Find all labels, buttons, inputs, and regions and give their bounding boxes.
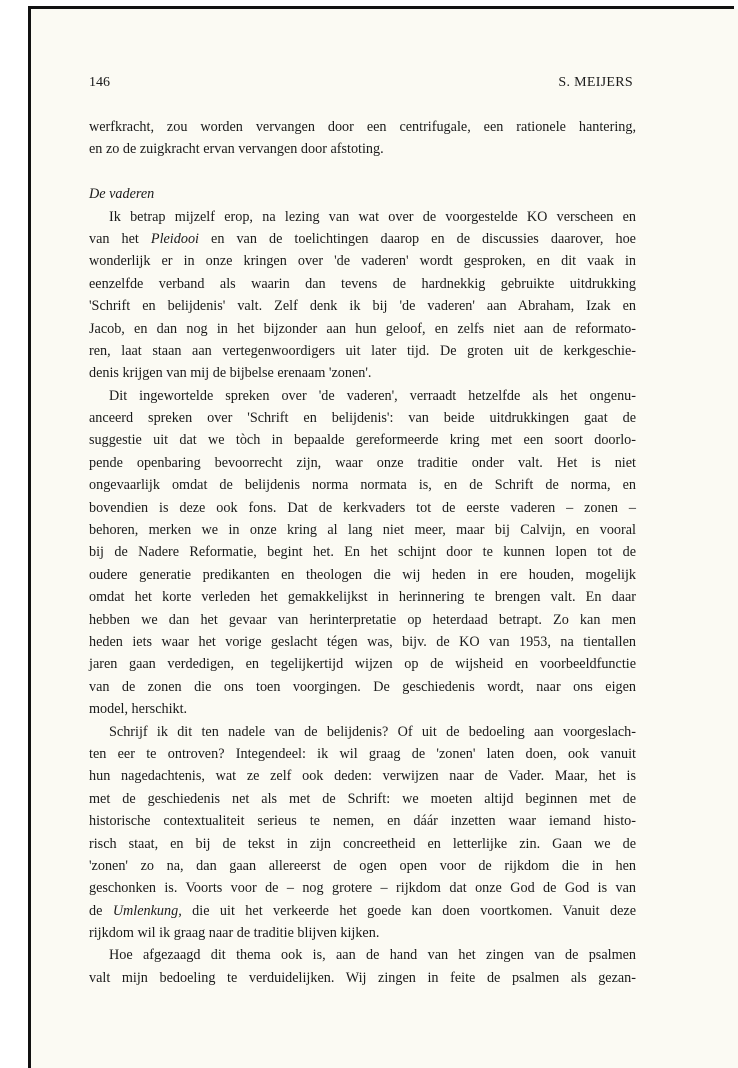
section-heading: De vaderen [89,186,155,203]
text-line: ongevaarlijk omdat de belijdenis norma normata is, en de Schrift de norma, en [89,477,636,494]
text-line: omdat het korte verleden het gemakkelijkst in herinnering te brengen valt. En daar [89,589,636,606]
text-line: jaren gaan verdedigen, en tegelijkertijd wijzen op de wijsheid en voorbeeldfunctie [89,656,636,673]
text-line: eenzelfde verband als waarin dan tevens de hardnekkig gebruikte uitdrukking [89,275,636,292]
paragraph-gap [89,161,636,183]
text-run: van het [89,230,151,247]
text-line: heden iets waar het vorige geslacht tégen was, bijv. de KO van 1953, na tientallen [89,633,636,650]
running-head-author: S. MEIJERS [558,75,633,90]
text-line: Schrijf ik dit ten nadele van de belijdenis? Of uit de bedoeling aan voorgeslach- [109,723,636,740]
text-line: bovendien is deze ook fons. Dat de kerkvaders tot de eerste vaderen – zonen – [89,499,636,516]
text-run: de [89,902,113,919]
text-line: 'Schrift en belijdenis' valt. Zelf denk ik bij 'de vaderen' aan Abraham, Izak en [89,298,636,315]
text-line: denis krijgen van mij de bijbelse erenaam 'zonen'. [89,365,372,382]
text-line: suggestie uit dat we tòch in bepaalde gereformeerde kring met een soort doorlo- [89,432,636,449]
text-line [89,228,636,250]
text-line: behoren, merken we in onze kring al lang niet meer, maar bij Calvijn, en vooral [89,522,636,539]
text-line: ren, laat staan aan vertegenwoordigers uit later tijd. De groten uit de kerkgeschie- [89,342,636,359]
text-line: anceerd spreken over 'Schrift en belijdenis': van beide uitdrukkingen gaat de [89,410,636,427]
italic-term: Pleidooi [150,230,199,247]
paragraph [89,116,636,161]
text-line: rijkdom wil ik graag naar de traditie blijven kijken. [89,925,380,942]
paragraph [89,206,636,385]
text-line: hebben we dan het gevaar van herinterpretatie op heterdaad betrapt. Zo kan men [89,611,636,628]
text-line: risch staat, en bij de tekst in zijn concreetheid en letterlijke zin. Gaan we de [89,835,636,852]
text-line: geschonken is. Voorts voor de – nog grotere – rijkdom dat onze God de God is van [89,880,636,897]
page-header [89,75,633,95]
text-line: valt mijn bedoeling te verduidelijken. Wij zingen in feite de psalmen als gezan- [89,969,636,986]
text-run: die uit het verkeerde het goede kan doen voortkomen. Vanuit deze [181,902,636,919]
text-line: ten eer te ontroven? Integendeel: ik wil graag de 'zonen' laten doen, ook vanuit [89,745,636,762]
text-line: historische contextualiteit serieus te nemen, en dáár inzetten waar iemand histo- [89,813,636,830]
text-line: Dit ingewortelde spreken over 'de vaderen', verraadt hetzelfde als het ongenu- [109,387,636,404]
text-line: hun nagedachtenis, wat ze zelf ook deden: verwijzen naar de Vader. Maar, het is [89,768,636,785]
text-line: 'zonen' zo na, dan gaan allereerst de ogen open voor de rijkdom die in hen [89,857,636,874]
paragraph [89,721,636,945]
text-line: van de zonen die ons toen voorgingen. De geschiedenis wordt, naar ons eigen [89,678,636,695]
text-line: en zo de zuigkracht ervan vervangen door afstoting. [89,141,384,158]
text-line: Hoe afgezaagd dit thema ook is, aan de hand van het zingen van de psalmen [109,947,636,964]
text-line: bij de Nadere Reformatie, begint het. En het schijnt door te kunnen lopen tot de [89,544,636,561]
text-line: met de geschiedenis net als met de Schrift: we moeten altijd beginnen met de [89,790,636,807]
text-line: wonderlijk er in onze kringen over 'de vaderen' wordt gesproken, en dit vaak in [89,253,636,270]
text-line: oudere generatie predikanten en theologen die wij heden in ere houden, mogelijk [89,566,636,583]
text-line: pende openbaring bevoorrecht zijn, waar onze traditie onder valt. Het is niet [89,454,636,471]
paragraph [89,944,636,989]
text-line: Jacob, en dan nog in het bijzonder aan hun geloof, en zelfs niet aan de reformato- [89,320,636,337]
body-text [89,116,636,989]
italic-term: Umlenkung, [112,902,182,919]
paragraph [89,385,636,721]
text-line: werfkracht, zou worden vervangen door een centrifugale, een rationele hantering, [89,119,636,135]
text-run: en van de toelichtingen daarop en de discussies daarover, hoe [198,230,636,247]
text-line: Ik betrap mijzelf erop, na lezing van wat over de voorgestelde KO verscheen en [109,208,636,225]
text-line [89,900,636,922]
text-line: model, herschikt. [89,701,188,718]
page-number: 146 [89,75,110,90]
